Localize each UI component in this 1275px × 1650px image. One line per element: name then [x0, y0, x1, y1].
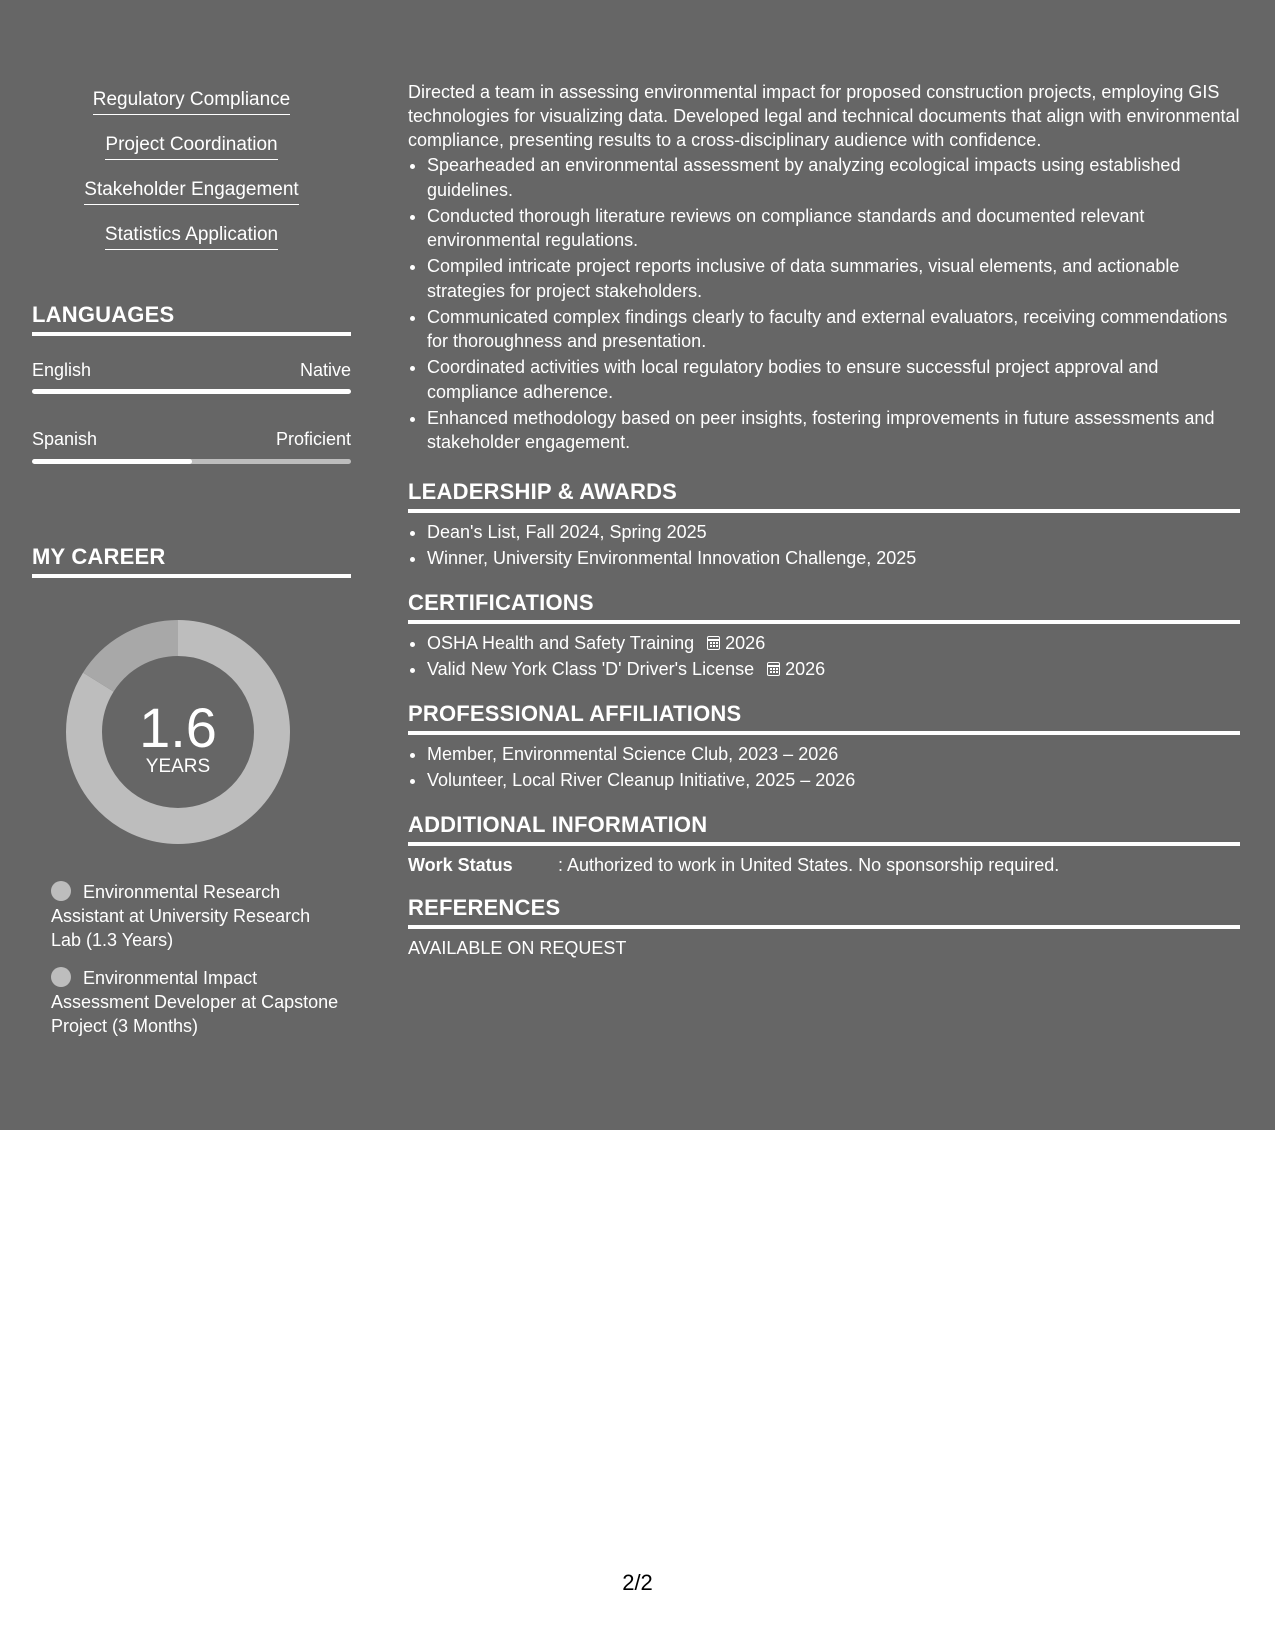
experience-bullets — [408, 153, 1240, 456]
language-row — [32, 358, 351, 382]
list-item — [427, 631, 1240, 656]
career-donut-chart — [66, 620, 290, 844]
language-bar-fill — [32, 459, 192, 464]
certification-name: Valid New York Class 'D' Driver's License — [427, 659, 755, 679]
section-rule — [408, 925, 1240, 929]
section-rule — [408, 620, 1240, 624]
work-status-value: : Authorized to work in United States. No sponsorship required. — [558, 855, 1060, 875]
career-legend-label: Environmental Impact Assessment Developer at Capstone Project (3 Months) — [51, 968, 339, 1036]
list-item: • Winner, University Environmental Innovation Challenge, 2025 — [427, 546, 1240, 571]
additional-info-title: ADDITIONAL INFORMATION — [408, 812, 708, 837]
career-total-unit: YEARS — [145, 756, 211, 777]
section-rule — [32, 574, 351, 578]
list-item — [427, 657, 1240, 682]
skill-item — [32, 177, 351, 205]
list-item: • Member, Environmental Science Club, 2023 – 2026 — [427, 742, 1240, 767]
certification-name: OSHA Health and Safety Training — [427, 633, 695, 653]
work-status-row — [408, 853, 1059, 877]
skill-label: Stakeholder Engagement — [84, 177, 298, 205]
language-row — [32, 427, 351, 451]
affiliations-list — [408, 742, 1240, 794]
career-legend-item — [51, 966, 341, 1038]
certifications-title: CERTIFICATIONS — [408, 590, 594, 615]
references-title: REFERENCES — [408, 895, 561, 920]
calendar-icon — [707, 636, 720, 650]
certification-year: 2026 — [725, 633, 766, 653]
career-total-value: 1.6 — [139, 696, 217, 759]
language-level: Native — [299, 360, 351, 380]
references-text: AVAILABLE ON REQUEST — [408, 938, 627, 958]
career-title: MY CAREER — [32, 544, 166, 569]
affiliations-title: PROFESSIONAL AFFILIATIONS — [408, 701, 742, 726]
skill-label: Statistics Application — [105, 222, 278, 250]
experience-summary: Directed a team in assessing environmental impact for proposed construction projects, employing GIS technologies for visualizing data. Developed legal and technical documents that align with environmental compliance, presenting results to a cross-disciplinary audience with confidence. — [408, 82, 1240, 150]
list-item: • Dean's List, Fall 2024, Spring 2025 — [427, 520, 1240, 545]
skill-label: Regulatory Compliance — [93, 87, 291, 115]
section-rule — [408, 509, 1240, 513]
work-status-label: Work Status — [408, 855, 513, 875]
language-level: Proficient — [275, 429, 351, 449]
certifications-list — [408, 631, 1240, 683]
list-item: • Compiled intricate project reports inclusive of data summaries, visual elements, and actionable strategies for project stakeholders. — [427, 254, 1240, 303]
language-bar — [32, 459, 351, 464]
leadership-title: LEADERSHIP & AWARDS — [408, 479, 678, 504]
language-bar-fill — [32, 389, 351, 394]
section-rule — [408, 731, 1240, 735]
skill-label: Project Coordination — [105, 132, 277, 160]
leadership-list — [408, 520, 1240, 572]
legend-dot — [51, 967, 71, 987]
list-item: • Spearheaded an environmental assessment by analyzing ecological impacts using established guidelines. — [427, 153, 1240, 202]
certification-year: 2026 — [785, 659, 826, 679]
career-legend-item — [51, 880, 341, 952]
list-item: • Enhanced methodology based on peer insights, fostering improvements in future assessments and stakeholder engagement. — [427, 406, 1240, 455]
list-item: • Coordinated activities with local regulatory bodies to ensure successful project approval and compliance adherence. — [427, 355, 1240, 404]
skill-item — [32, 87, 351, 115]
language-bar — [32, 389, 351, 394]
section-rule — [408, 842, 1240, 846]
legend-dot — [51, 881, 71, 901]
career-legend-label: Environmental Research Assistant at University Research Lab (1.3 Years) — [51, 882, 311, 950]
list-item: • Volunteer, Local River Cleanup Initiative, 2025 – 2026 — [427, 768, 1240, 793]
language-name: English — [32, 360, 92, 380]
skill-item — [32, 132, 351, 160]
list-item: • Conducted thorough literature reviews on compliance standards and documented relevant environmental regulations. — [427, 204, 1240, 253]
section-rule — [32, 332, 351, 336]
calendar-icon — [767, 662, 780, 676]
skill-item — [32, 222, 351, 250]
languages-title: LANGUAGES — [32, 302, 175, 327]
list-item: • Communicated complex findings clearly to faculty and external evaluators, receiving commendations for thoroughness and presentation. — [427, 305, 1240, 354]
language-name: Spanish — [32, 429, 98, 449]
page-number: 2/2 — [622, 1570, 653, 1595]
